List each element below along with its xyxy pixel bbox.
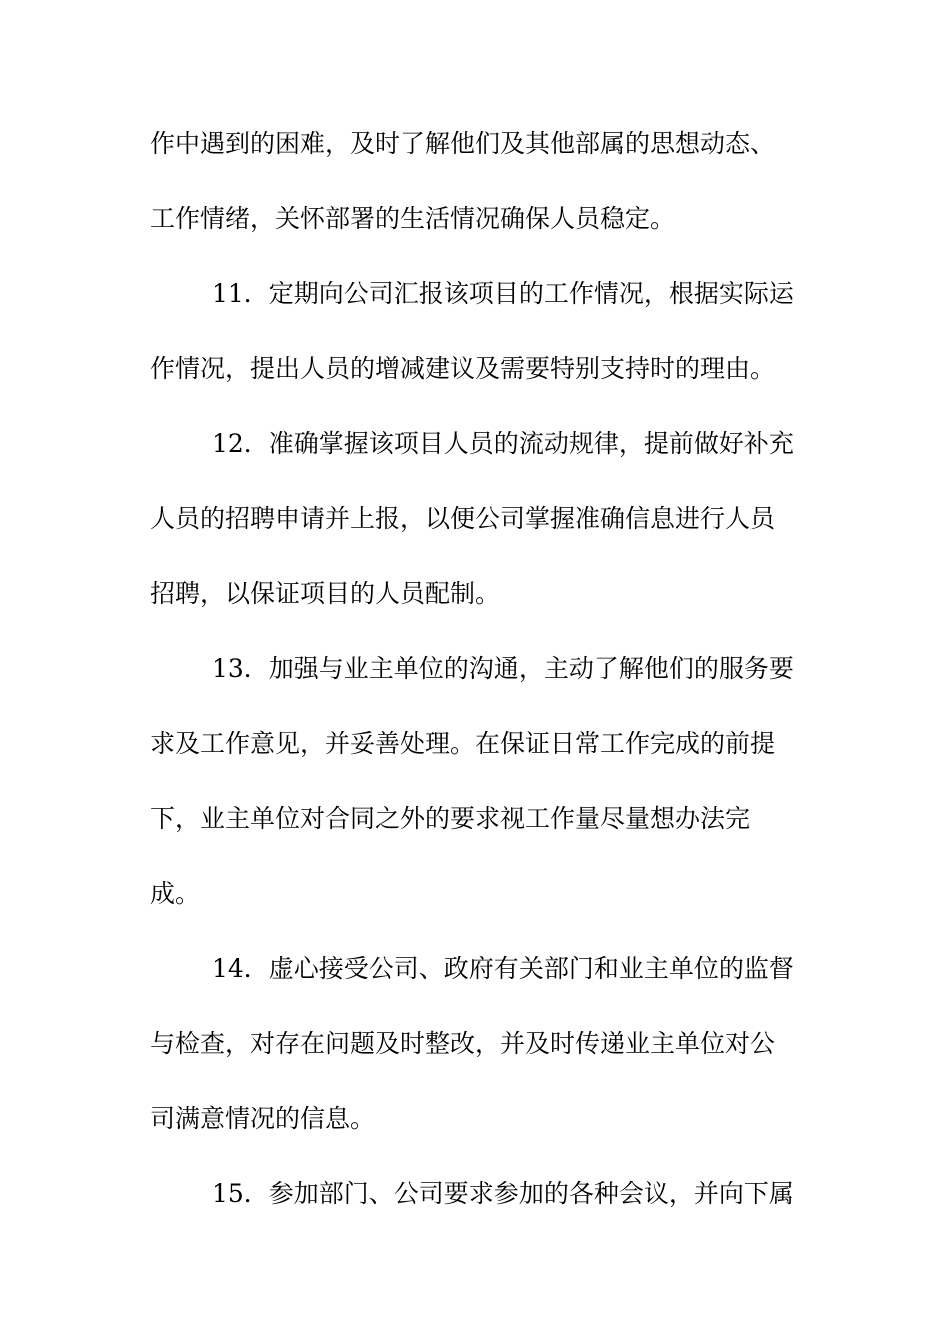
text-line: 工作情绪，关怀部署的生活情况确保人员稳定。: [150, 204, 676, 233]
list-item-13: 13．加强与业主单位的沟通，主动了解他们的服务要: [212, 654, 794, 683]
text-line: 司满意情况的信息。: [150, 1104, 376, 1133]
list-item-15: 15．参加部门、公司要求参加的各种会议，并向下属: [212, 1179, 794, 1208]
text-line: 成。: [150, 879, 201, 908]
text-line: 作中遇到的困难，及时了解他们及其他部属的思想动态、: [150, 129, 776, 158]
text-line: 下，业主单位对合同之外的要求视工作量尽量想办法完: [150, 804, 751, 833]
list-item-11: 11．定期向公司汇报该项目的工作情况，根据实际运: [212, 279, 794, 308]
text-line: 与检查，对存在问题及时整改，并及时传递业主单位对公: [150, 1029, 776, 1058]
text-line: 作情况，提出人员的增减建议及需要特别支持时的理由。: [150, 354, 776, 383]
list-item-12: 12．准确掌握该项目人员的流动规律，提前做好补充: [212, 429, 794, 458]
text-line: 求及工作意见，并妥善处理。在保证日常工作完成的前提: [150, 729, 776, 758]
text-line: 人员的招聘申请并上报，以便公司掌握准确信息进行人员: [150, 504, 776, 533]
list-item-14: 14．虚心接受公司、政府有关部门和业主单位的监督: [212, 954, 794, 983]
document-body: [150, 124, 806, 1249]
text-line: 招聘，以保证项目的人员配制。: [150, 579, 501, 608]
